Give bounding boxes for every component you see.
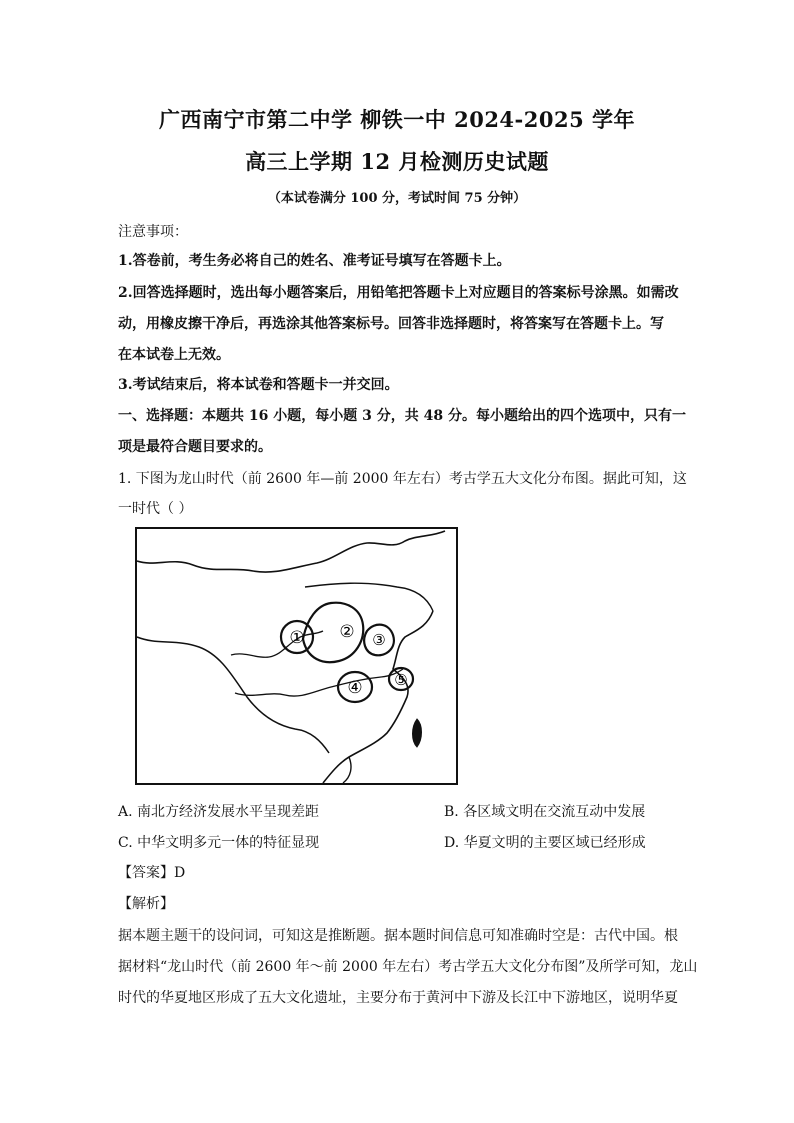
notes-heading: 注意事项： <box>118 224 188 240</box>
map-label-1: ① <box>289 628 305 648</box>
section-heading-line1: 一、选择题：本题共 16 小题，每小题 3 分，共 48 分。每小题给出的四个选项中，只有一 <box>118 408 686 424</box>
page-title-line1: 广西南宁市第二中学 柳铁一中 2024-2025 学年 <box>158 107 636 132</box>
analysis-line1: 据本题主题干的设问词，可知这是推断题。据本题时间信息可知准确时空是：古代中国。根 <box>118 928 678 944</box>
analysis-line2: 据材料“龙山时代（前 2600 年～前 2000 年左右）考古学五大文化分布图”及所学可知，龙山 <box>118 959 698 975</box>
option-a: A. 南北方经济发展水平呈现差距 <box>118 804 320 820</box>
notes-item-1: 1.答卷前，考生务必将自己的姓名、准考证号填写在答题卡上。 <box>118 253 511 269</box>
section-heading-line2: 项是最符合题目要求的。 <box>118 439 272 455</box>
map-label-5: ⑤ <box>394 671 408 689</box>
exam-info: （本试卷满分 100 分，考试时间 75 分钟） <box>267 191 527 206</box>
option-b: B. 各区域文明在交流互动中发展 <box>444 804 646 820</box>
notes-item-3: 3.考试结束后，将本试卷和答题卡一并交回。 <box>118 377 399 393</box>
map-figure <box>135 527 458 785</box>
option-d: D. 华夏文明的主要区域已经形成 <box>444 835 646 851</box>
analysis-heading: 【解析】 <box>118 896 174 912</box>
map-frame <box>136 528 457 784</box>
analysis-line3: 时代的华夏地区形成了五大文化遗址，主要分布于黄河中下游及长江中下游地区，说明华夏 <box>118 990 678 1006</box>
option-c: C. 中华文明多元一体的特征显现 <box>118 835 320 851</box>
map-label-4: ④ <box>347 678 363 698</box>
question-1-stem-line2: 一时代（ ） <box>118 501 193 517</box>
map-label-2: ② <box>339 622 355 642</box>
answer: 【答案】D <box>118 865 186 881</box>
page-title-line2: 高三上学期 12 月检测历史试题 <box>245 149 549 174</box>
map-label-3: ③ <box>372 631 386 649</box>
notes-item-2-line3: 在本试卷上无效。 <box>118 347 230 363</box>
question-1-stem-line1: 1. 下图为龙山时代（前 2600 年—前 2000 年左右）考古学五大文化分布图。据此可知，这 <box>118 471 687 487</box>
notes-item-2-line2: 动，用橡皮擦干净后，再选涂其他答案标号。回答非选择题时，将答案写在答题卡上。写 <box>118 316 664 332</box>
notes-item-2-line1: 2.回答选择题时，选出每小题答案后，用铅笔把答题卡上对应题目的答案标号涂黑。如需改 <box>118 285 679 301</box>
longshan-culture-map <box>135 527 458 785</box>
